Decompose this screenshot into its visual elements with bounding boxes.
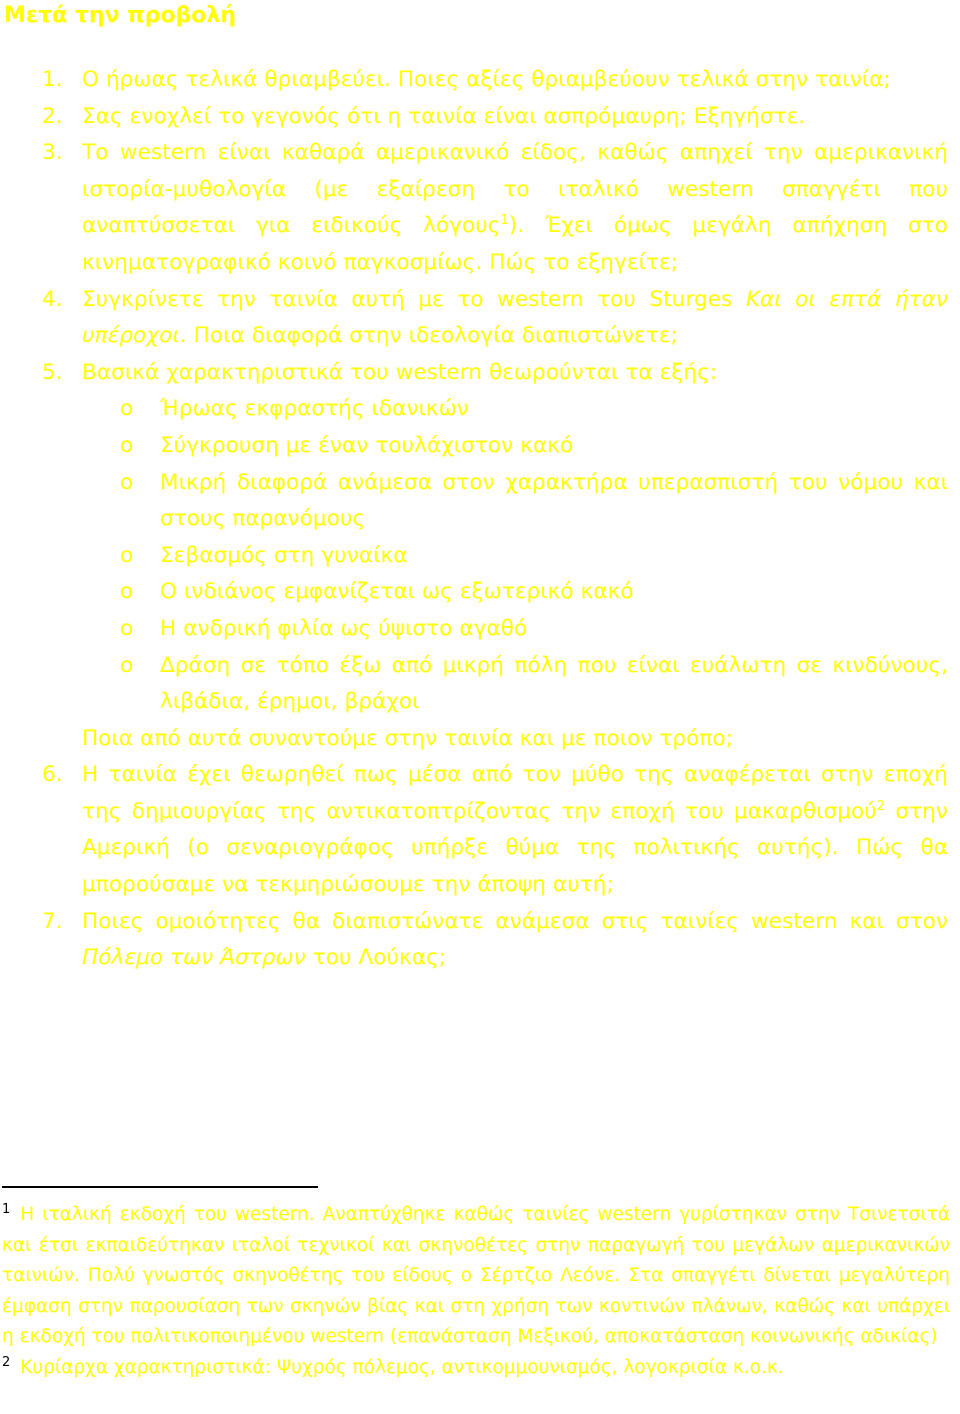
footnote-mark: 1 <box>2 1201 11 1217</box>
list-item-text: Δράση σε τόπο έξω από μικρή πόλη που είναι ευάλωτη σε κινδύνους, λιβάδια, έρημοι, βράχοι <box>160 652 948 715</box>
list-item-text: Σεβασμός στη γυναίκα <box>160 542 408 568</box>
question-2 <box>0 99 960 136</box>
footnote-ref-1[interactable]: 1 <box>500 213 509 229</box>
footnote-text: Κυρίαρχα χαρακτηριστικά: Ψυχρός πόλεμος, αντικομμουνισμός, λογοκρισία κ.ο.κ. <box>20 1356 784 1378</box>
footnote-1 <box>2 1200 950 1353</box>
list-item <box>82 391 948 428</box>
bullet-marker: o <box>120 579 134 605</box>
section-heading: Μετά την προβολή <box>4 3 237 28</box>
question-text-continued: . Ποια διαφορά στην ιδεολογία διαπιστώνετε; <box>179 323 678 349</box>
list-item <box>82 428 948 465</box>
question-7 <box>0 904 960 977</box>
question-text-continued: ). Έχει όμως μεγάλη απήχηση στο κινηματογραφικό κοινό παγκοσμίως. Πώς το εξηγείτε; <box>82 213 948 275</box>
bullet-marker: o <box>120 432 134 458</box>
bullet-marker: o <box>120 542 134 568</box>
question-list <box>0 62 960 977</box>
question-4 <box>0 282 960 355</box>
question-text-continued: του Λούκας; <box>305 945 447 971</box>
list-item <box>82 611 948 648</box>
bullet-marker: o <box>120 615 134 641</box>
question-text-continued: στην Αμερική (ο σεναριογράφος υπήρξε θύμα της πολιτικής αυτής). Πώς θα μπορούσαμε να τεκμηριώσουμε την άποψη αυτή; <box>82 798 948 898</box>
question-text: Ποιες ομοιότητες θα διαπιστώνατε ανάμεσα στις ταινίες western και στον <box>82 908 948 934</box>
list-item <box>82 538 948 575</box>
list-item <box>82 465 948 538</box>
list-item-text: Ήρωας εκφραστής ιδανικών <box>160 396 469 422</box>
question-number: 4. <box>42 286 63 312</box>
question-intro: Βασικά χαρακτηριστικά του western θεωρούνται τα εξής: <box>82 359 718 385</box>
footnotes <box>2 1200 950 1384</box>
list-item-text: Ο ινδιάνος εμφανίζεται ως εξωτερικό κακό <box>160 579 634 605</box>
question-number: 3. <box>42 140 63 166</box>
footnote-separator <box>2 1186 318 1188</box>
question-number: 7. <box>42 908 63 934</box>
question-5 <box>0 355 960 758</box>
film-title: Πόλεμο των Άστρων <box>82 945 306 971</box>
question-1 <box>0 62 960 99</box>
footnote-ref-2[interactable]: 2 <box>876 798 886 814</box>
question-text: Συγκρίνετε την ταινία αυτή με το western του Sturges <box>82 286 746 312</box>
film-title: Και οι επτά ήταν υπέροχοι <box>82 286 949 349</box>
question-3 <box>0 135 960 281</box>
list-item <box>82 648 948 721</box>
question-number: 6. <box>42 762 63 788</box>
question-text: Ο ήρωας τελικά θριαμβεύει. Ποιες αξίες θριαμβεύουν τελικά στην ταινία; <box>82 67 891 92</box>
question-number: 2. <box>42 103 63 129</box>
footnote-mark: 2 <box>2 1354 11 1370</box>
question-text: Η ταινία έχει θεωρηθεί πως μέσα από τον μύθο της αναφέρεται στην εποχή της δημιουργίας της αντικατοπτρίζοντας την εποχή του μακαρθισμού <box>82 762 948 824</box>
bullet-marker: o <box>120 396 134 422</box>
list-item-text: Μικρή διαφορά ανάμεσα στον χαρακτήρα υπερασπιστή του νόμου και στους παρανόμους <box>160 469 948 532</box>
question-text: Το western είναι καθαρά αμερικανικό είδος, καθώς απηχεί την αμερικανική ιστορία-μυθολογία (με εξαίρεση το ιταλικό western σπαγγέτι που αναπτύσσεται για ειδικούς λόγους <box>82 140 948 239</box>
western-traits-list <box>82 391 948 720</box>
list-item-text: Σύγκρουση με έναν τουλάχιστον κακό <box>160 432 574 458</box>
question-number: 5. <box>42 359 63 385</box>
footnote-text: Η ιταλική εκδοχή του western. Αναπτύχθηκε καθώς ταινίες western γυρίστηκαν στην Τσινετσιτά και έτσι εκπαιδεύτηκαν ιταλοί τεχνικοί και σκηνοθέτες στην παραγωγή του μεγάλων αμερικανικών ταινιών. Πολύ γνωστός σκηνοθέτης του είδους ο Σέρτζιο Λεόνε. Στα σπαγγέτι δίνεται μεγαλύτερη έμφαση στην παρουσίαση των σκηνών βίας και στη χρήση των κοντινών πλάνων, καθώς και υπάρχει η εκδοχή του πολιτικοποιημένου western (επανάσταση Μεξικού, αποκατάσταση κοινωνικής αδικίας) <box>2 1204 950 1348</box>
question-closing: Ποια από αυτά συναντούμε στην ταινία και με ποιον τρόπο; <box>82 725 734 751</box>
footnote-2 <box>2 1353 950 1384</box>
question-6 <box>0 757 960 903</box>
list-item <box>82 574 948 611</box>
bullet-marker: o <box>120 652 134 678</box>
list-item-text: Η ανδρική φιλία ως ύψιστο αγαθό <box>160 615 528 641</box>
question-number: 1. <box>42 67 63 92</box>
question-text: Σας ενοχλεί το γεγονός ότι η ταινία είναι ασπρόμαυρη; Εξηγήστε. <box>82 103 806 129</box>
bullet-marker: o <box>120 469 134 495</box>
